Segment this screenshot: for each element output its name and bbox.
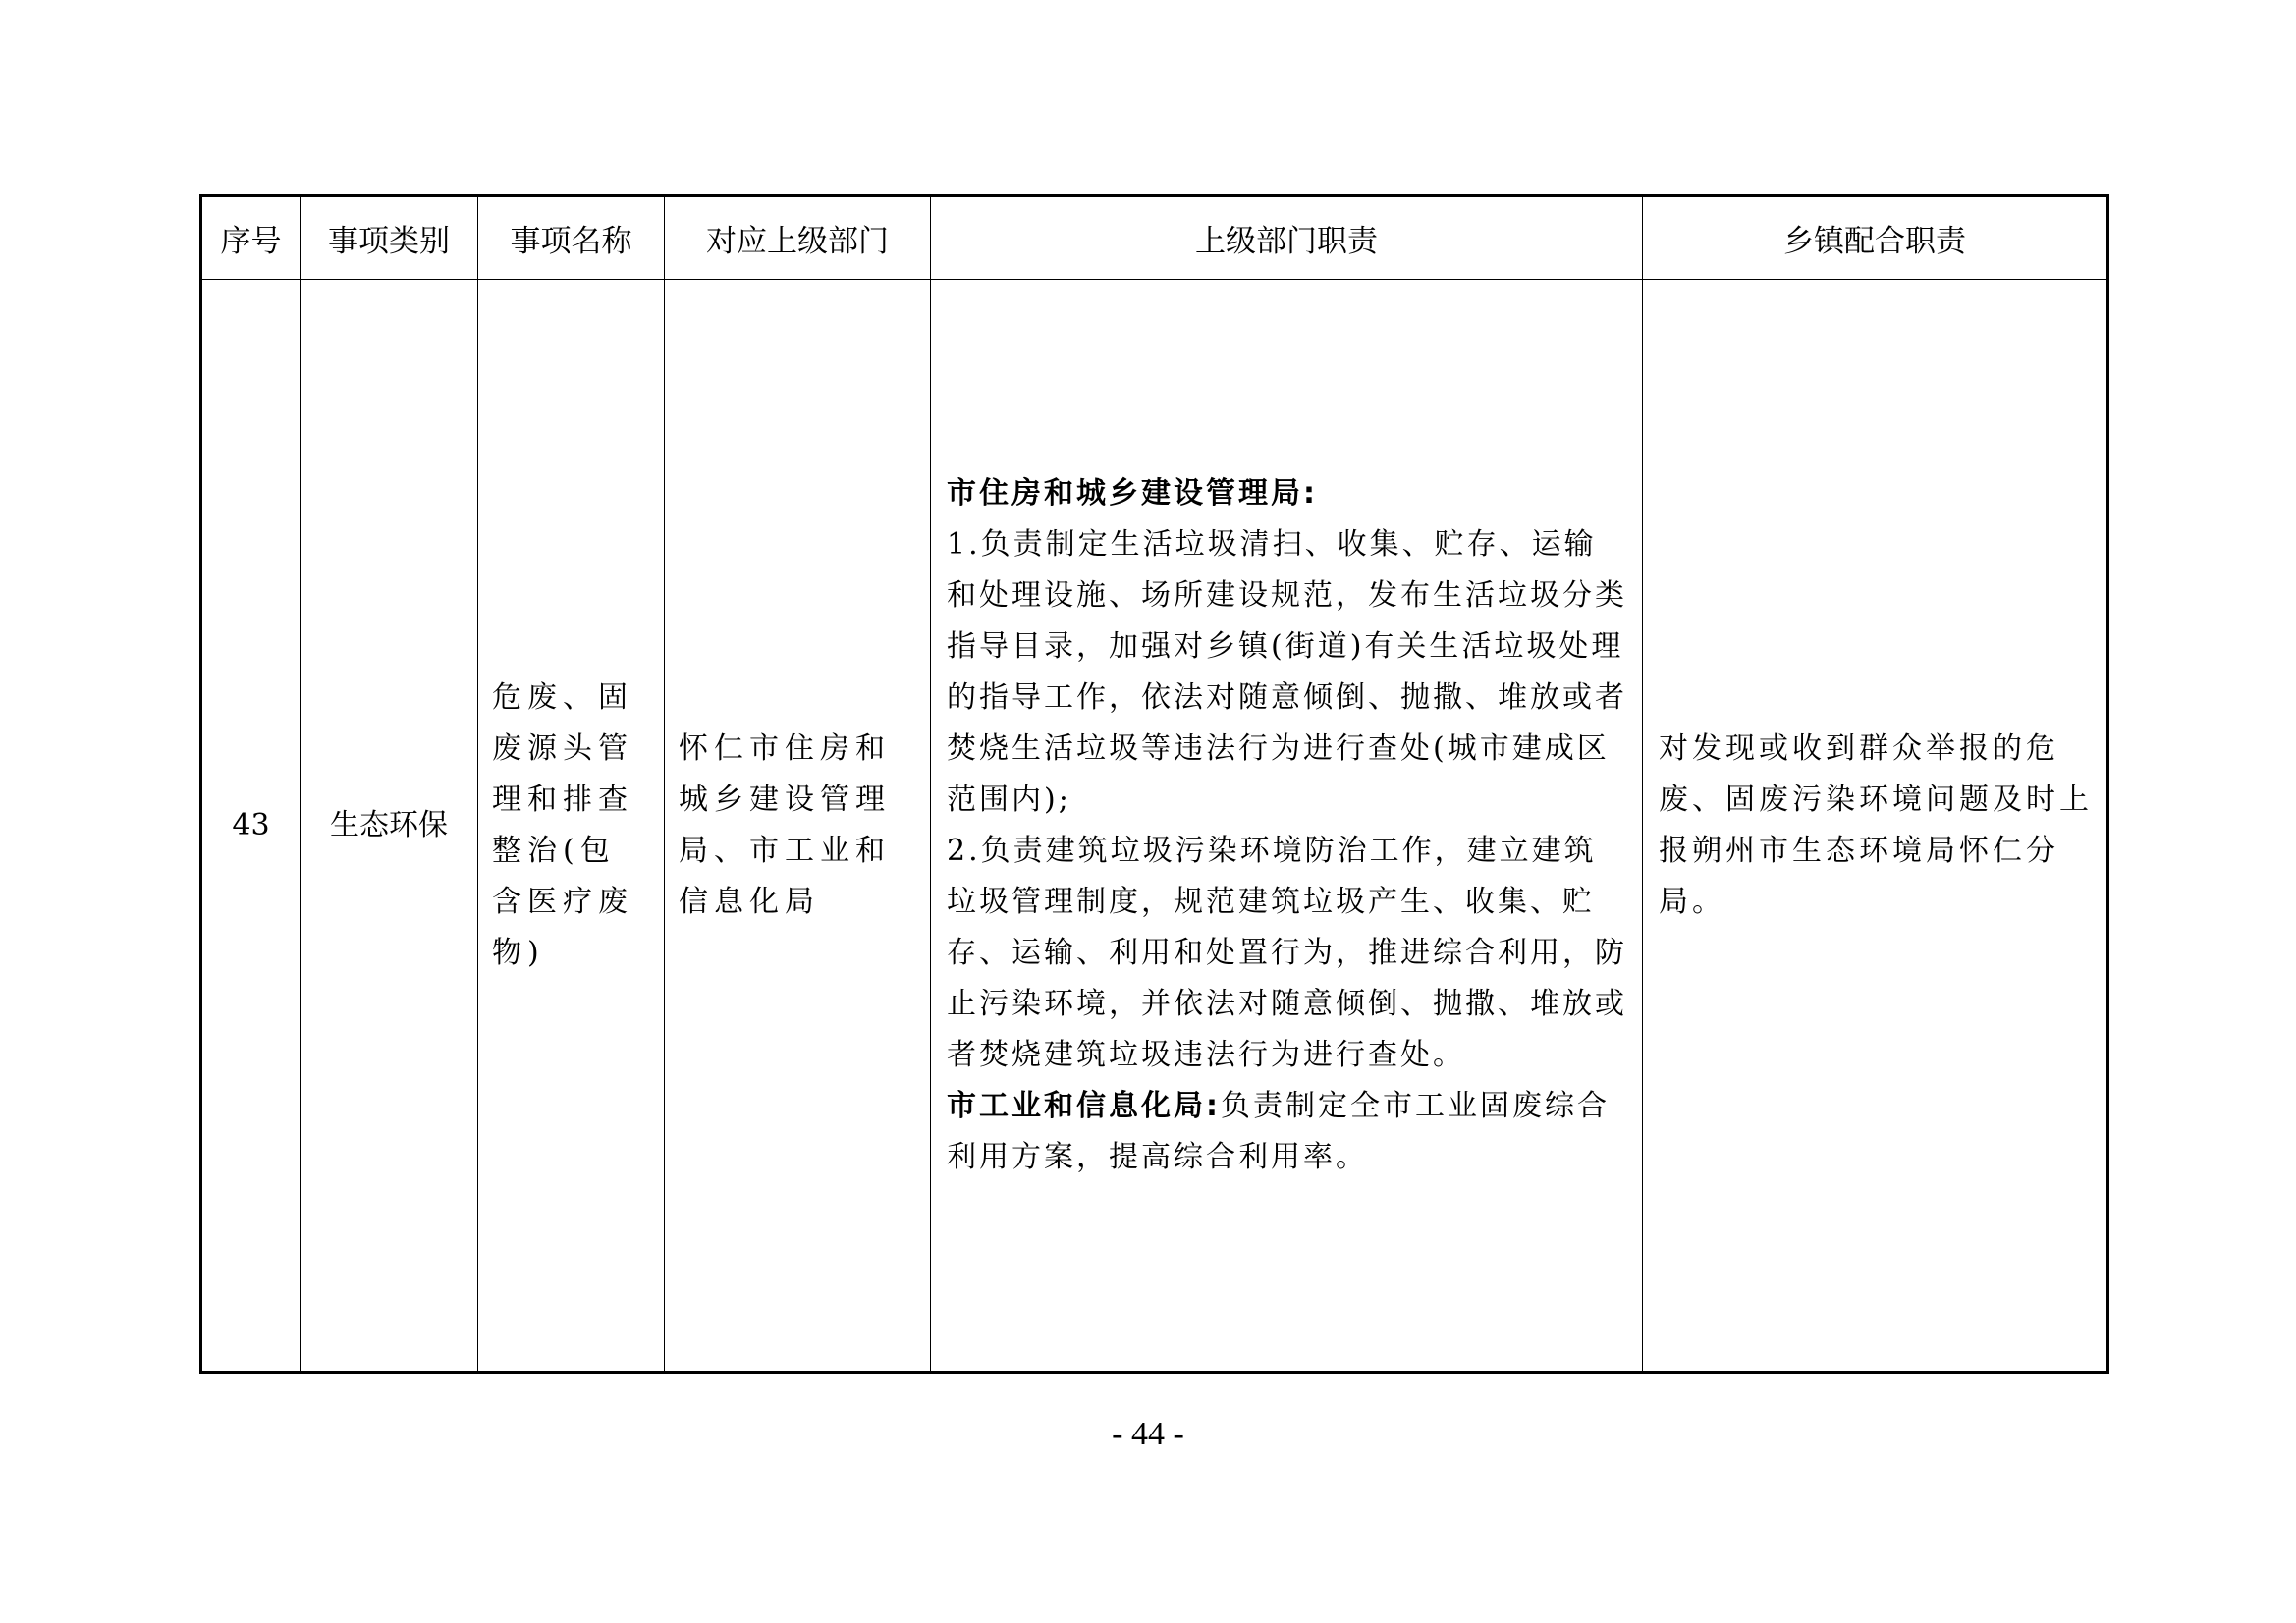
table-row	[201, 280, 2108, 1373]
header-number: 序号	[201, 196, 301, 280]
header-category: 事项类别	[301, 196, 478, 280]
cell-town-duties: 对发现或收到群众举报的危废、固废污染环境问题及时上报朔州市生态环境局怀仁分局。	[1643, 280, 2108, 1373]
cell-number: 43	[201, 280, 301, 1373]
header-town-duties: 乡镇配合职责	[1643, 196, 2108, 280]
header-superior-duties: 上级部门职责	[931, 196, 1643, 280]
housing-bureau-title: 市住房和城乡建设管理局:	[947, 475, 1318, 511]
responsibility-table	[199, 194, 2109, 1374]
housing-duty-item-2: 2.负责建筑垃圾污染环境防治工作，建立建筑垃圾管理制度，规范建筑垃圾产生、收集、贮存、运输、利用和处置行为，推进综合利用，防止污染环境，并依法对随意倾倒、抛撒、堆放或者焚烧建筑垃圾违法行为进行查处。	[947, 833, 1627, 1072]
cell-superior-dept: 怀仁市住房和城乡建设管理局、市工业和信息化局	[665, 280, 931, 1373]
industry-duty-text: 负责制定全市工业固废综合利用方案，提高综合利用率。	[947, 1088, 1610, 1174]
header-superior-dept: 对应上级部门	[665, 196, 931, 280]
table-header-row	[201, 196, 2108, 280]
housing-duty-item-1: 1.负责制定生活垃圾清扫、收集、贮存、运输和处理设施、场所建设规范，发布生活垃圾分类指导目录，加强对乡镇(街道)有关生活垃圾处理的指导工作，依法对随意倾倒、抛撒、堆放或者焚烧生活垃圾等违法行为进行查处(城市建成区范围内);	[947, 526, 1627, 817]
industry-bureau-title: 市工业和信息化局:	[947, 1088, 1221, 1123]
cell-item-name: 危废、固废源头管理和排查整治(包含医疗废物)	[478, 280, 665, 1373]
cell-superior-duties	[931, 280, 1643, 1373]
header-item-name: 事项名称	[478, 196, 665, 280]
page-number: - 44 -	[1112, 1416, 1184, 1452]
cell-category: 生态环保	[301, 280, 478, 1373]
